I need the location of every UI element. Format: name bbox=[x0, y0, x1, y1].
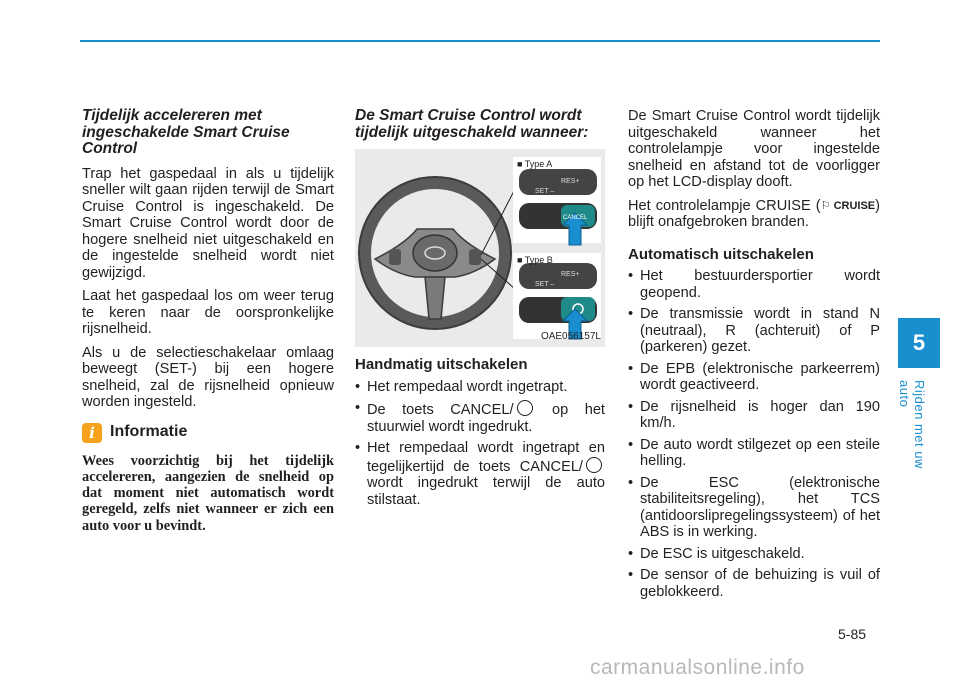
list-item: • Het rempedaal wordt ingetrapt en tegelijkertijd de toets CANCEL/ wordt ingedrukt terwijl de auto stilstaat. bbox=[355, 440, 605, 508]
list-item: • De sensor of de behuizing is vuil of geblokkeerd. bbox=[628, 567, 880, 600]
page-number: 5-85 bbox=[838, 626, 867, 642]
info-header bbox=[82, 423, 334, 443]
list-item: • De toets CANCEL/ op het stuurwiel wordt ingedrukt. bbox=[355, 400, 605, 435]
cruise-indicator-icon: ⚐ CRUISE bbox=[820, 199, 876, 212]
section-heading-temporary-off: De Smart Cruise Control wordt tijdelijk uitgeschakeld wanneer: bbox=[355, 107, 589, 141]
list-item: • De transmissie wordt in stand N (neutraal), R (achteruit) of P (parkeren) gezet. bbox=[628, 306, 880, 356]
res-plus-label-b: RES+ bbox=[561, 271, 580, 278]
auto-heading: Automatisch uitschakelen bbox=[628, 245, 814, 263]
type-b-panel bbox=[513, 253, 601, 339]
list-item: • De ESC is uitgeschakeld. bbox=[628, 546, 880, 563]
info-text: Wees voorzichtig bij het tijdelijk accelereren, aangezien de snelheid op dat moment niet automatisch wordt geregeld, zelfs niet wanneer er zich een auto voor u bevindt. bbox=[82, 452, 334, 534]
list-item: • Het bestuurdersportier wordt geopend. bbox=[628, 268, 880, 301]
steering-wheel-illustration bbox=[355, 149, 605, 347]
column-3 bbox=[628, 108, 880, 605]
set-minus-label: SET – bbox=[535, 188, 555, 195]
paragraph: Laat het gaspedaal los om weer terug te keren naar de oorspronkelijke rijsnelheid. bbox=[82, 288, 334, 337]
type-a-label: ■ Type A bbox=[517, 159, 553, 169]
list-item: • De auto wordt stilgezet op een steile helling. bbox=[628, 437, 880, 470]
cancel-label: CANCEL bbox=[563, 215, 588, 221]
set-minus-label-b: SET – bbox=[535, 281, 555, 288]
paragraph: Het controlelampje CRUISE (⚐ CRUISE) blijft onafgebroken branden. bbox=[628, 197, 880, 230]
type-b-label: ■ Type B bbox=[517, 255, 553, 265]
info-icon: i bbox=[82, 423, 102, 443]
chapter-tab: 5 bbox=[898, 318, 940, 368]
list-item: • De ESC (elektronische stabiliteitsregeling), het TCS (antidoorslipregelingssysteem) of het ABS is in werking. bbox=[628, 475, 880, 541]
paragraph: De Smart Cruise Control wordt tijdelijk uitgeschakeld wanneer het controlelampje voor ingestelde snelheid en afstand tot de voorligger op het LCD-display dooft. bbox=[628, 108, 880, 190]
column-1 bbox=[82, 108, 334, 534]
auto-list bbox=[628, 268, 880, 600]
top-rule bbox=[80, 40, 880, 42]
paragraph: Als u de selectieschakelaar omlaag beweegt (SET-) bij een hogere snelheid, zal de rijsnelheid opnieuw worden ingesteld. bbox=[82, 344, 334, 410]
watermark: carmanualsonline.info bbox=[590, 656, 805, 679]
list-item: • Het rempedaal wordt ingetrapt. bbox=[355, 379, 605, 396]
section-heading-accelerate: Tijdelijk accelereren met ingeschakelde Smart Cruise Control bbox=[82, 107, 290, 157]
steering-wheel-icon bbox=[359, 177, 515, 329]
steering-wheel-figure bbox=[355, 149, 605, 347]
chapter-side-label: Rijden met uw auto bbox=[897, 380, 927, 469]
list-item: • De EPB (elektronische parkeerrem) wordt geactiveerd. bbox=[628, 361, 880, 394]
cancel-circle-icon bbox=[517, 400, 533, 416]
manual-list bbox=[355, 379, 605, 509]
res-plus-label: RES+ bbox=[561, 178, 580, 185]
manual-heading: Handmatig uitschakelen bbox=[355, 356, 528, 373]
cancel-circle-icon bbox=[586, 457, 602, 473]
column-2 bbox=[355, 108, 605, 513]
figure-code: OAE056157L bbox=[540, 330, 601, 342]
type-a-panel bbox=[513, 157, 601, 245]
info-title: Informatie bbox=[110, 423, 188, 441]
list-item: • De rijsnelheid is hoger dan 190 km/h. bbox=[628, 399, 880, 432]
paragraph: Trap het gaspedaal in als u tijdelijk sneller wilt gaan rijden terwijl de Smart Cruise Control is ingeschakeld. De Smart Cruise Control wordt door de hogere snelheid niet uitgeschakeld en de ingestelde snelheid wordt niet gewijzigd. bbox=[82, 165, 334, 281]
